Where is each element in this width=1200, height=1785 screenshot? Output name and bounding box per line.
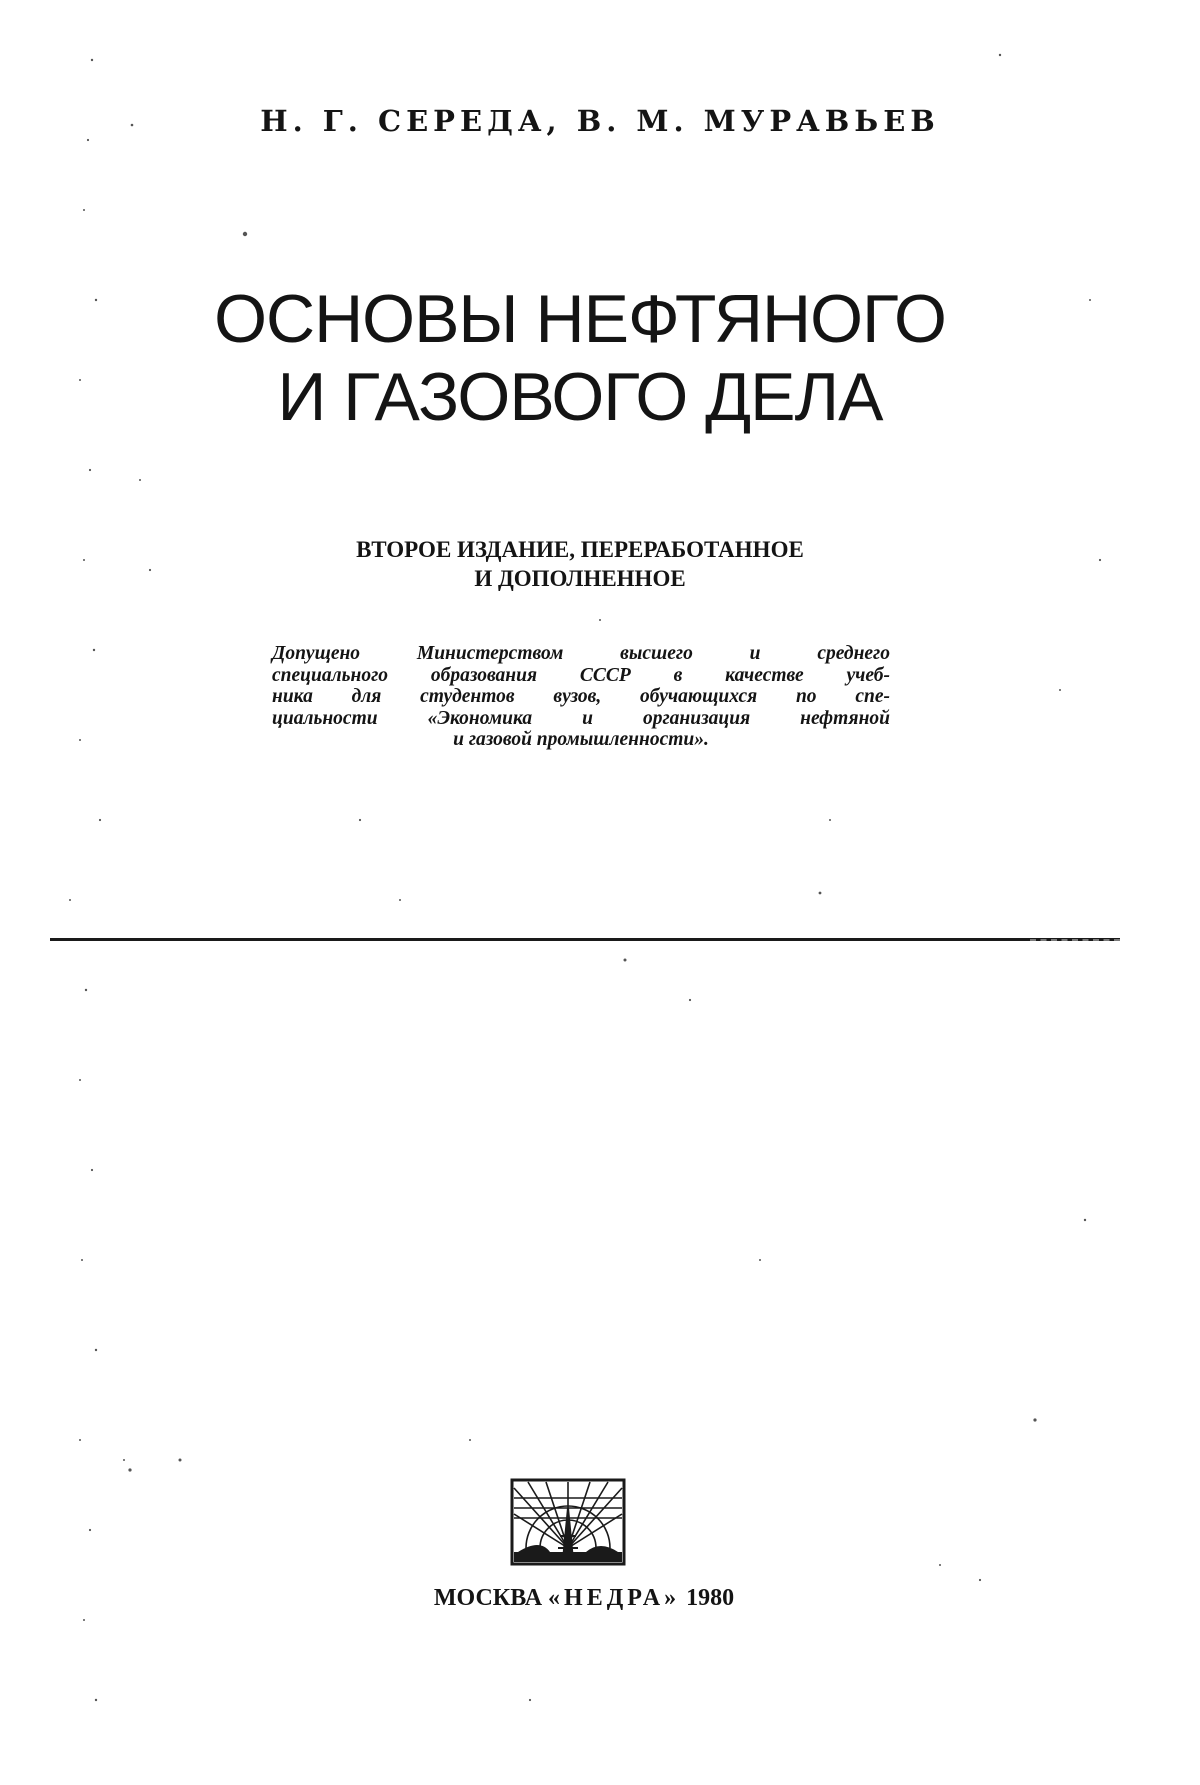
- book-title-line-2: И ГАЗОВОГО ДЕЛА: [277, 359, 883, 435]
- book-authors: Н. Г. СЕРЕДА, В. М. МУРАВЬЕВ: [260, 104, 940, 138]
- approval-line-2: специального образования СССР в качестве учеб-: [272, 664, 890, 686]
- imprint-year: 1980: [686, 1585, 735, 1611]
- approval-line-3: ника для студентов вузов, обучающихся по спе-: [272, 686, 890, 707]
- edition-line-1: ВТОРОЕ ИЗДАНИЕ, ПЕРЕРАБОТАННОЕ: [356, 537, 804, 562]
- approval-line-5: и газовой промышленности».: [453, 729, 709, 750]
- imprint-publisher: «НЕДРА»: [548, 1585, 681, 1611]
- approval-line-1: Допущено Министерством высшего и среднего: [272, 643, 890, 664]
- edition-line-2: И ДОПОЛНЕННОЕ: [474, 566, 686, 591]
- book-title-line-1: ОСНОВЫ НЕФТЯНОГО: [214, 281, 946, 357]
- approval-line-4: циальности «Экономика и организация нефтяной: [272, 707, 890, 729]
- imprint-city: МОСКВА: [433, 1585, 543, 1611]
